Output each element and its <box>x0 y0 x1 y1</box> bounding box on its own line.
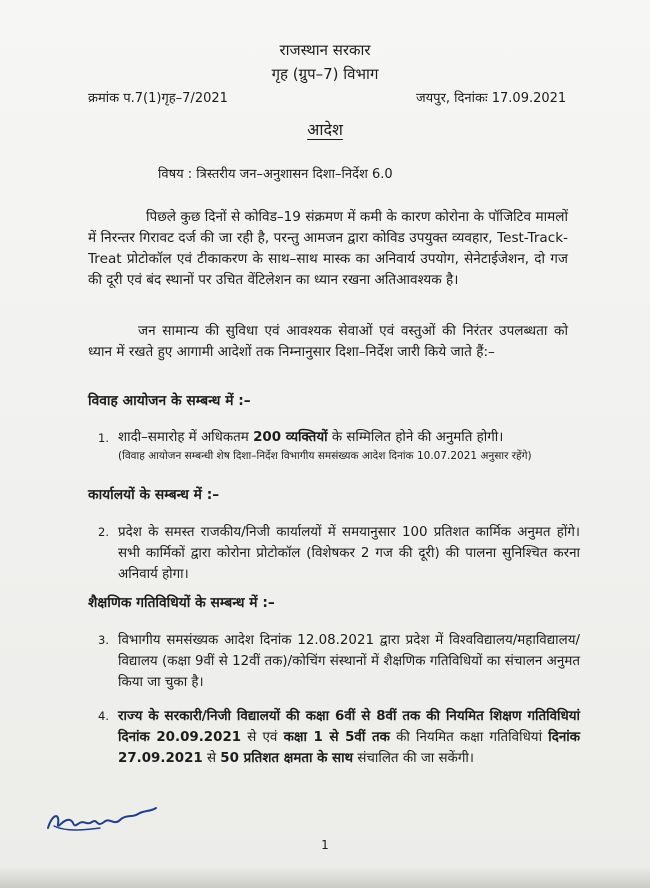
list-item-4 <box>98 706 580 769</box>
subject-line: विषय : त्रिस्तरीय जन–अनुशासन दिशा–निर्देश 6.0 <box>158 167 393 182</box>
section-heading-education: शैक्षणिक गतिविधियों के सम्बन्ध में :– <box>88 595 275 611</box>
item-bold-1: राज्य के सरकारी/निजी विद्यालयों की कक्षा 6वीं से 8वीं तक की नियमित शिक्षण गतिविधियां दिनांक 20.09.2021 <box>118 709 580 745</box>
order-title: आदेश <box>307 120 343 139</box>
item-number: 3. <box>98 633 109 647</box>
item-text: प्रदेश के समस्त राजकीय/निजी कार्यालयों में समयानुसार 100 प्रतिशत कार्मिक अनुमत होंगे। सभी कार्मिकों द्वारा कोरोना प्रोटोकॉल (विशेषकर 2 गज की दूरी) की पालना सुनिश्चित करना अनिवार्य होगा। <box>118 525 580 582</box>
item-number: 4. <box>98 709 109 723</box>
item-text-pre: शादी–समारोह में अधिकतम <box>118 430 254 445</box>
intro-paragraph-2 <box>88 321 568 363</box>
item-text-bold: 200 व्यक्तियों <box>253 430 328 445</box>
item-number: 2. <box>98 525 109 539</box>
place-date: जयपुर, दिनांकः 17.09.2021 <box>416 91 567 106</box>
list-item-2 <box>98 522 580 585</box>
item-text-2: की नियमित कक्षा गतिविधियां <box>389 730 549 745</box>
section-heading-marriage: विवाह आयोजन के सम्बन्ध में :– <box>88 393 251 409</box>
item-note: (विवाह आयोजन सम्बन्धी शेष दिशा–निर्देश विभागीय समसंख्यक आदेश दिनांक 10.07.2021 अनुसार रहेंगे) <box>118 450 532 462</box>
item-text-1: से एवं <box>241 730 284 745</box>
intro-para2-text: जन सामान्य की सुविधा एवं आवश्यक सेवाओं एवं वस्तुओं की निरंतर उपलब्धता को ध्यान में रखते हुए आगामी आदेशों तक निम्नानुसार दिशा–निर्देश जारी किये जाते हैं:– <box>88 323 568 360</box>
item-text-post: के सम्मिलित होने की अनुमति होगी। <box>327 430 504 445</box>
intro-para1-text: पिछले कुछ दिनों से कोविड–19 संक्रमण में कमी के कारण कोरोना के पॉजिटिव मामलों में निरन्तर गिरावट दर्ज की जा रही है, परन्तु आमजन द्वारा कोविड उपयुक्त व्यवहार, Test-Track-Treat प्रोटोकॉल एवं टीकाकरण के साथ–साथ मास्क का अनिवार्य उपयोग, सेनेटाईजेशन, दो गज की दूरी एवं बंद स्थानों पर उचित वेंटिलेशन का ध्यान रखना अतिआवश्यक है। <box>88 209 568 288</box>
department-name: गृह (ग्रुप–7) विभाग <box>271 65 379 83</box>
item-bold-4: 50 प्रतिशत क्षमता के साथ <box>220 751 354 766</box>
section-heading-offices: कार्यालयों के सम्बन्ध में :– <box>88 487 220 503</box>
item-text: विभागीय समसंख्यक आदेश दिनांक 12.08.2021 द्वारा प्रदेश में विश्वविद्यालय/महाविद्यालय/विद्यालय (कक्षा 9वीं से 12वीं तक)/कोचिंग संस्थानों में शैक्षणिक गतिविधियों का संचालन अनुमत किया जा चुका है। <box>118 633 580 690</box>
item-number: 1. <box>98 431 109 445</box>
list-item-3 <box>98 630 580 693</box>
reference-number: क्रमांक प.7(1)गृह–7/2021 <box>88 91 228 106</box>
page-number: 1 <box>321 838 329 852</box>
item-bold-3: दिनांक 27.09.2021 <box>118 730 580 766</box>
item-text-3: से <box>202 751 221 766</box>
page-bottom-shadow <box>0 866 650 888</box>
item-text-4: संचालित की जा सकेंगी। <box>353 751 474 766</box>
signature-mark <box>44 804 164 838</box>
item-bold-2: कक्षा 1 से 5वीं तक <box>283 730 390 745</box>
list-item-1 <box>98 428 580 464</box>
org-name: राजस्थान सरकार <box>279 41 371 59</box>
intro-paragraph-1 <box>88 207 568 291</box>
